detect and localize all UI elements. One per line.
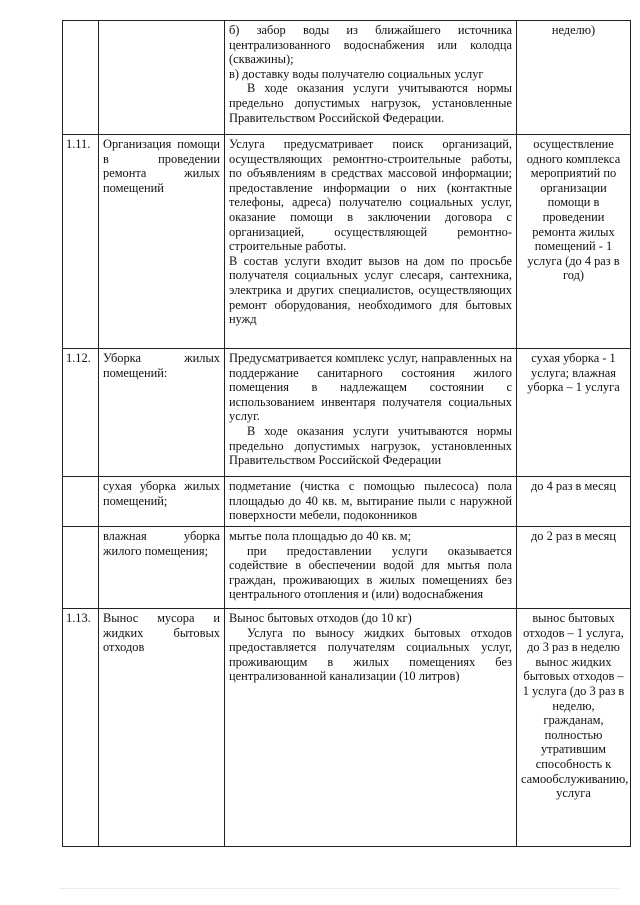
description-paragraph: в) доставку воды получателю социальных услуг (229, 66, 484, 81)
service-frequency: вынос бытовых отходов – 1 услуга, до 3 раз в неделю вынос жидких бытовых отходов – 1 услуга (до 3 раз в неделю, гражданам, полностью утратившим способность к самообслуживанию, услуга (517, 609, 631, 847)
row-number (63, 477, 99, 527)
description-paragraph: при предоставлении услуги оказывается содействие в обеспечении водой для мытья пола граждан, проживающих в жилых помещениях без центрального отопления и (или) водоснабжения (229, 543, 512, 602)
table-row (63, 609, 631, 847)
service-description (225, 349, 517, 477)
description-paragraph: мытье пола площадью до 40 кв. м; (229, 529, 412, 543)
row-number (63, 21, 99, 135)
service-frequency: до 2 раз в месяц (517, 527, 631, 609)
service-frequency: неделю) (517, 21, 631, 135)
service-name: сухая уборка жилых помещений; (99, 477, 225, 527)
description-paragraph: б) забор воды из ближайшего источника централизованного водоснабжения или колодца (скважины); (229, 23, 512, 67)
table-row (63, 477, 631, 527)
service-name: Вынос мусора и жидких бытовых отходов (99, 609, 225, 847)
service-description (225, 527, 517, 609)
service-description (225, 477, 517, 527)
scan-artifact (60, 888, 620, 897)
table-row (63, 135, 631, 349)
service-description (225, 21, 517, 135)
document-page (62, 20, 630, 850)
service-name: влажная уборка жилого помещения; (99, 527, 225, 609)
row-number: 1.11. (63, 135, 99, 349)
service-description (225, 135, 517, 349)
description-paragraph: В состав услуги входит вызов на дом по просьбе получателя социальных услуг слесаря, сантехника, электрика и других специалистов, осуществляющих ремонт оборудования, необходимого для бытовых нужд (229, 253, 512, 327)
description-paragraph: В ходе оказания услуги учитываются нормы предельно допустимых нагрузок, установленные Правительством Российской Федерации. (229, 81, 512, 125)
service-name: Организация помощи в проведении ремонта жилых помещений (99, 135, 225, 349)
table-row (63, 21, 631, 135)
description-paragraph: Вынос бытовых отходов (до 10 кг) (229, 611, 412, 625)
row-number (63, 527, 99, 609)
description-paragraph: Услуга по выносу жидких бытовых отходов предоставляется получателям социальных услуг, проживающим в жилых помещениях без централизованной канализации (10 литров) (229, 625, 512, 684)
description-paragraph: Предусматривается комплекс услуг, направленных на поддержание санитарного состояния жилого помещения в надлежащем состоянии с использованием инвентаря получателя социальных услуг. (229, 351, 512, 424)
table-row (63, 527, 631, 609)
description-paragraph: Услуга предусматривает поиск организаций, осуществляющих ремонтно-строительные работы, по объявлениям в средствах массовой информации; предоставление информации о них (контактные телефоны, адреса) получателю социальных услуг, оказание помощи в заключении договора с организацией, осуществляющей ремонтно-строительные работы. (229, 137, 512, 254)
service-frequency: сухая уборка - 1 услуга; влажная уборка – 1 услуга (517, 349, 631, 477)
service-frequency: до 4 раз в месяц (517, 477, 631, 527)
row-number: 1.12. (63, 349, 99, 477)
service-description (225, 609, 517, 847)
service-name (99, 21, 225, 135)
table-row (63, 349, 631, 477)
row-number: 1.13. (63, 609, 99, 847)
service-frequency: осуществление одного комплекса мероприятий по организации помощи в проведении ремонта жилых помещений - 1 услуга (до 4 раз в год) (517, 135, 631, 349)
description-paragraph: подметание (чистка с помощью пылесоса) пола площадью до 40 кв. м, вытирание пыли с наружной поверхности мебели, подоконников (229, 479, 512, 523)
service-name: Уборка жилых помещений: (99, 349, 225, 477)
description-paragraph: В ходе оказания услуги учитываются нормы предельно допустимых нагрузок, установленных Правительством Российской Федерации (229, 423, 512, 468)
services-table (62, 20, 631, 847)
